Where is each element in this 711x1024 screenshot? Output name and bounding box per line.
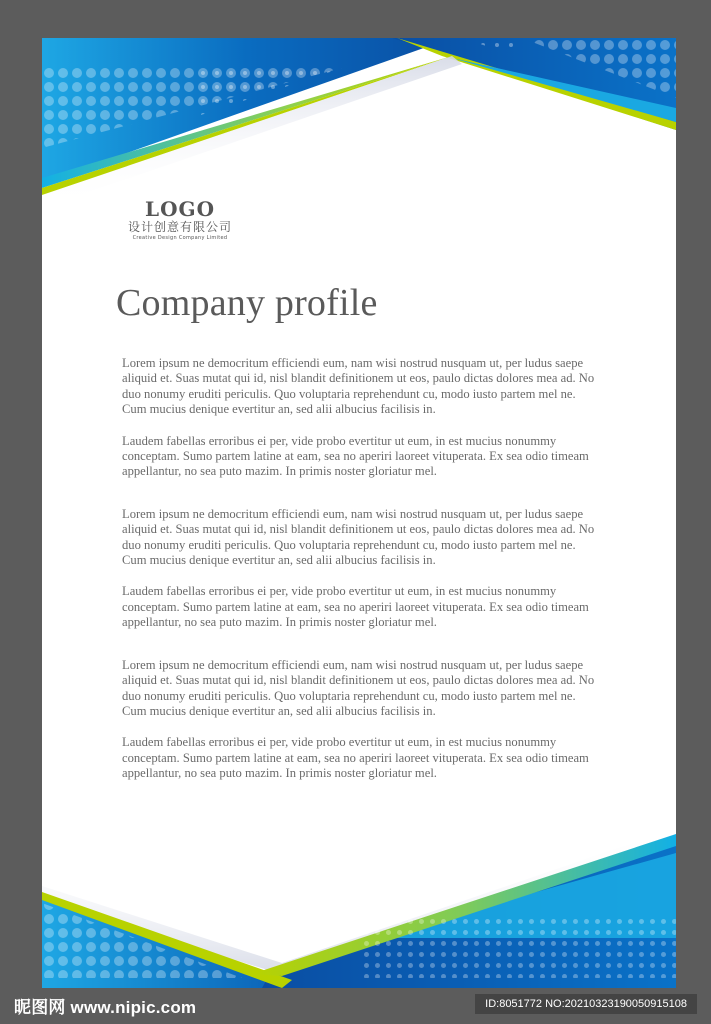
text-block xyxy=(122,507,602,631)
paragraph: Laudem fabellas erroribus ei per, vide probo evertitur ut eum, in est mucius nonummy conceptam. Sumo partem latine at eam, sea no aperiri laoreet vituperata. Ex sea odio timeam appellantur, no sea puto mazim. In primis noster gloriatur mel. xyxy=(122,433,589,479)
page-title: Company profile xyxy=(116,282,378,324)
paragraph: Laudem fabellas erroribus ei per, vide probo evertitur ut eum, in est mucius nonummy conceptam. Sumo partem latine at eam, sea no aperiri laoreet vituperata. Ex sea odio timeam appellantur, no sea puto mazim. In primis noster gloriatur mel. xyxy=(122,584,589,630)
top-banner-decoration xyxy=(42,38,676,208)
letterhead-page xyxy=(42,38,676,988)
paragraph: Lorem ipsum ne democritum efficiendi eum, nam wisi nostrud nusquam ut, per ludus saepe aliquid et. Suas mutat qui id, nisl blandit definitionem ut eos, paulo dictas dolores mea ad. No duo nonumy eruditi periculis. Quo voluptaria reprehendunt cu, modo iusto partem mel ne. Cum mucius denique evertitur an, sed alii albucius facilisis in. xyxy=(122,506,595,568)
logo-wordmark: LOGO xyxy=(145,197,215,221)
bottom-banner-decoration xyxy=(42,828,676,988)
watermark-id: ID:8051772 NO:20210323190050915108 xyxy=(475,994,697,1014)
paragraph: Laudem fabellas erroribus ei per, vide probo evertitur ut eum, in est mucius nonummy conceptam. Sumo partem latine at eam, sea no aperiri laoreet vituperata. Ex sea odio timeam appellantur, no sea puto mazim. In primis noster gloriatur mel. xyxy=(122,735,589,781)
watermark-site: 昵图网 www.nipic.com xyxy=(14,998,197,1017)
body-content xyxy=(122,356,602,782)
text-block xyxy=(122,356,602,480)
logo-company-name-en: Creative Design Company Limited xyxy=(132,235,228,241)
paragraph: Lorem ipsum ne democritum efficiendi eum, nam wisi nostrud nusquam ut, per ludus saepe aliquid et. Suas mutat qui id, nisl blandit definitionem ut eos, paulo dictas dolores mea ad. No duo nonumy eruditi periculis. Quo voluptaria reprehendunt cu, modo iusto partem mel ne. Cum mucius denique evertitur an, sed alii albucius facilisis in. xyxy=(122,657,595,718)
text-block xyxy=(122,658,602,782)
paragraph: Lorem ipsum ne democritum efficiendi eum, nam wisi nostrud nusquam ut, per ludus saepe aliquid et. Suas mutat qui id, nisl blandit definitionem ut eos, paulo dictas dolores mea ad. No duo nonumy eruditi periculis. Quo voluptaria reprehendunt cu, modo iusto partem mel ne. Cum mucius denique evertitur an, sed alii albucius facilisis in. xyxy=(122,356,595,417)
company-logo xyxy=(120,198,240,242)
logo-company-name-cn: 设计创意有限公司 xyxy=(127,220,232,234)
